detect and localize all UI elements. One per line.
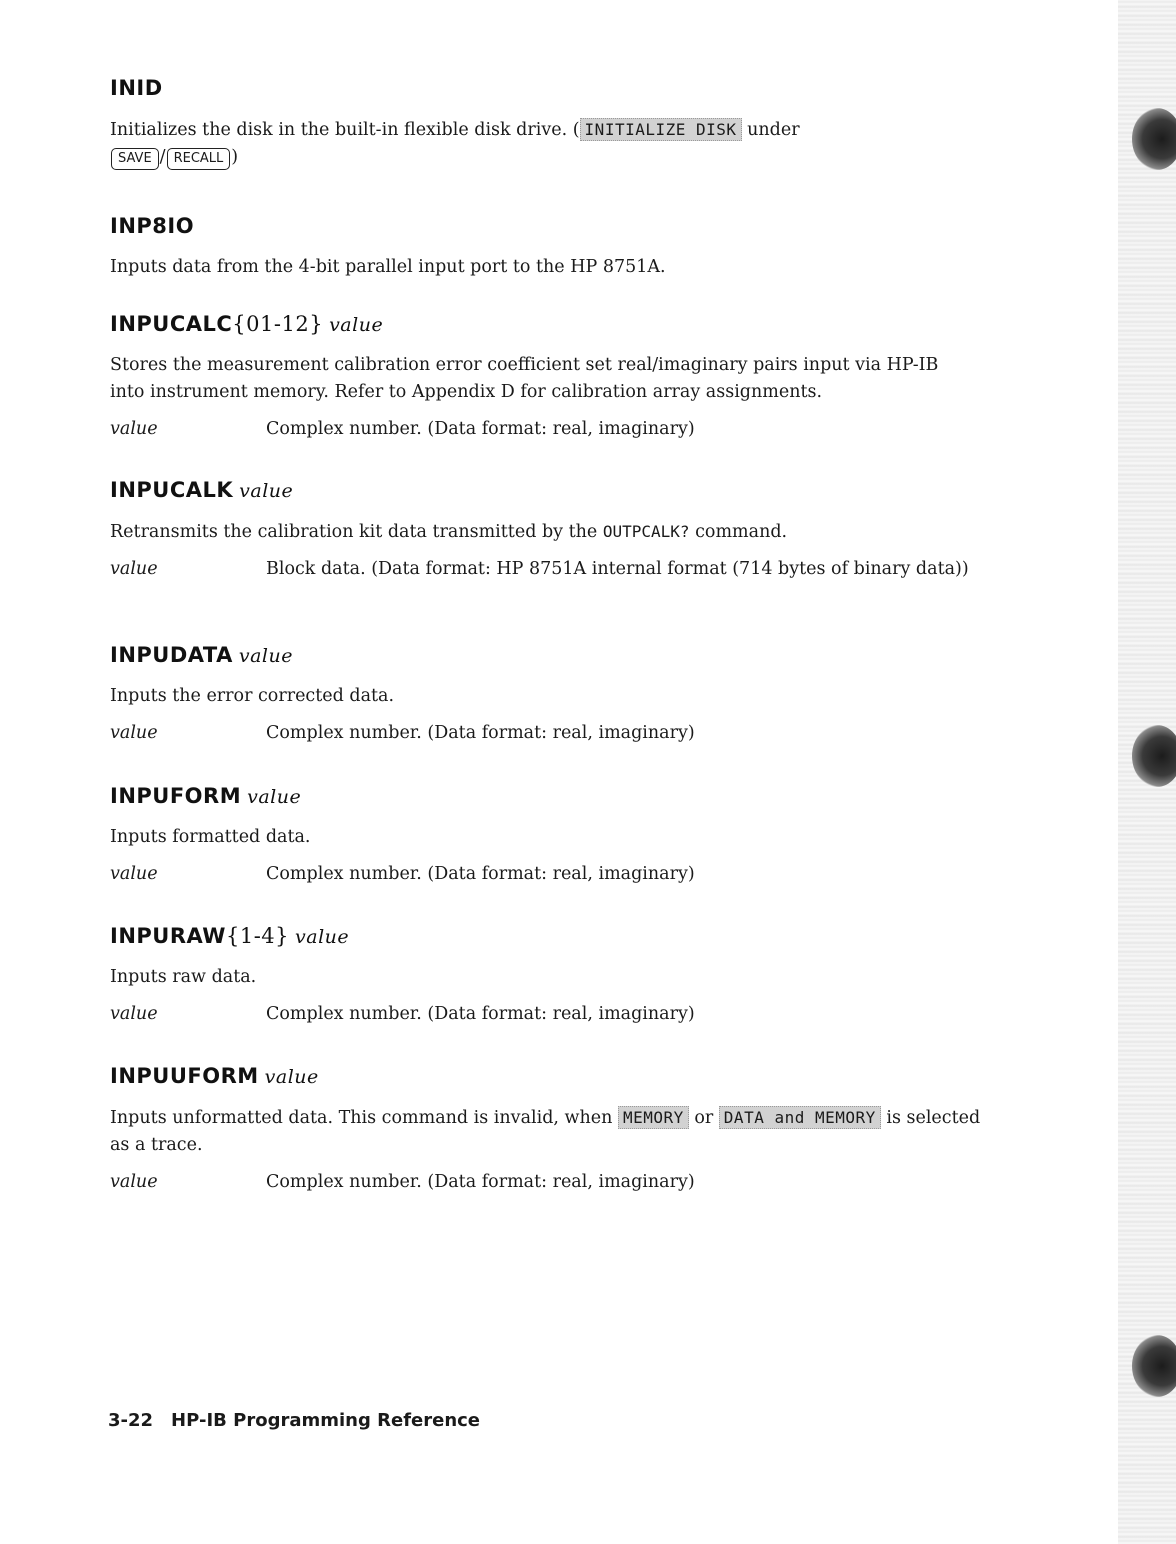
command-argument: value — [238, 645, 293, 667]
parameter-name: value — [110, 723, 158, 743]
command-name: INID — [110, 76, 163, 100]
softkey-initialize-disk: INITIALIZE DISK — [580, 118, 742, 141]
parameter-description: Complex number. (Data format: real, imaginary) — [266, 1172, 695, 1192]
entry-inp8io — [110, 214, 1010, 281]
parameter-description: Complex number. (Data format: real, imaginary) — [266, 1004, 695, 1024]
punch-hole-icon — [1132, 725, 1176, 787]
command-description: Inputs raw data. — [110, 967, 257, 987]
punch-hole-icon — [1132, 108, 1176, 170]
parameter-row — [110, 416, 1010, 443]
parameter-name: value — [110, 864, 158, 884]
entry-inpuform — [110, 784, 1010, 888]
command-argument: value — [264, 1066, 319, 1088]
softkey-memory: MEMORY — [618, 1106, 689, 1129]
command-reference: OUTPCALK? — [602, 522, 690, 541]
command-name: INPUDATA value — [110, 643, 293, 667]
parameter-description: Block data. (Data format: HP 8751A internal format (714 bytes of binary data)) — [266, 559, 969, 579]
section-title: HP-IB Programming Reference — [171, 1410, 481, 1431]
command-name: INPUUFORM value — [110, 1064, 319, 1088]
command-description: Inputs formatted data. — [110, 827, 311, 847]
parameter-row — [110, 1001, 1010, 1028]
parameter-row — [110, 556, 1010, 583]
parameter-description: Complex number. (Data format: real, imaginary) — [266, 864, 695, 884]
command-argument: value — [247, 786, 302, 808]
entry-inpucalk — [110, 478, 1010, 583]
parameter-description: Complex number. (Data format: real, imaginary) — [266, 723, 695, 743]
parameter-name: value — [110, 1172, 158, 1192]
command-description: Inputs data from the 4-bit parallel input port to the HP 8751A. — [110, 257, 666, 277]
command-range: {1-4} — [225, 924, 290, 948]
command-argument: value — [295, 926, 350, 948]
punch-hole-icon — [1132, 1335, 1176, 1397]
key-recall: RECALL — [167, 148, 231, 170]
command-argument: value — [329, 314, 384, 336]
entry-inpucalc — [110, 312, 1010, 443]
command-argument: value — [239, 480, 294, 502]
entry-inpuraw — [110, 924, 1010, 1028]
entry-inpudata — [110, 643, 1010, 747]
parameter-row — [110, 861, 1010, 888]
command-name: INPURAW{1-4} value — [110, 924, 350, 948]
softkey-data-and-memory: DATA and MEMORY — [719, 1106, 881, 1129]
command-description: Retransmits the calibration kit data transmitted by the OUTPCALK? command. — [110, 522, 788, 542]
parameter-name: value — [110, 559, 158, 579]
command-range: {01-12} — [232, 312, 324, 336]
parameter-name: value — [110, 1004, 158, 1024]
page-number: 3-22 — [108, 1410, 154, 1431]
parameter-row — [110, 1169, 1010, 1196]
parameter-row — [110, 720, 1010, 747]
page-footer — [108, 1410, 480, 1431]
key-save: SAVE — [111, 148, 159, 170]
parameter-name: value — [110, 419, 158, 439]
command-name: INPUCALK value — [110, 478, 294, 502]
command-name: INPUCALC{01-12} value — [110, 312, 384, 336]
entry-inpuuform — [110, 1064, 1010, 1196]
parameter-description: Complex number. (Data format: real, imaginary) — [266, 419, 695, 439]
command-description: Initializes the disk in the built-in flexible disk drive. ( INITIALIZE DISK under SAVE / RECALL ) — [110, 116, 1010, 171]
command-description: Stores the measurement calibration error coefficient set real/imaginary pairs input via HP-IB into instrument memory. Refer to Appendix D for calibration array assignments. — [110, 355, 939, 402]
command-name: INPUFORM value — [110, 784, 302, 808]
command-description: Inputs unformatted data. This command is invalid, when MEMORY or DATA and MEMORY is selected as a trace. — [110, 1108, 981, 1155]
command-description: Inputs the error corrected data. — [110, 686, 395, 706]
command-name: INP8IO — [110, 214, 195, 238]
entry-inid — [110, 76, 1010, 171]
